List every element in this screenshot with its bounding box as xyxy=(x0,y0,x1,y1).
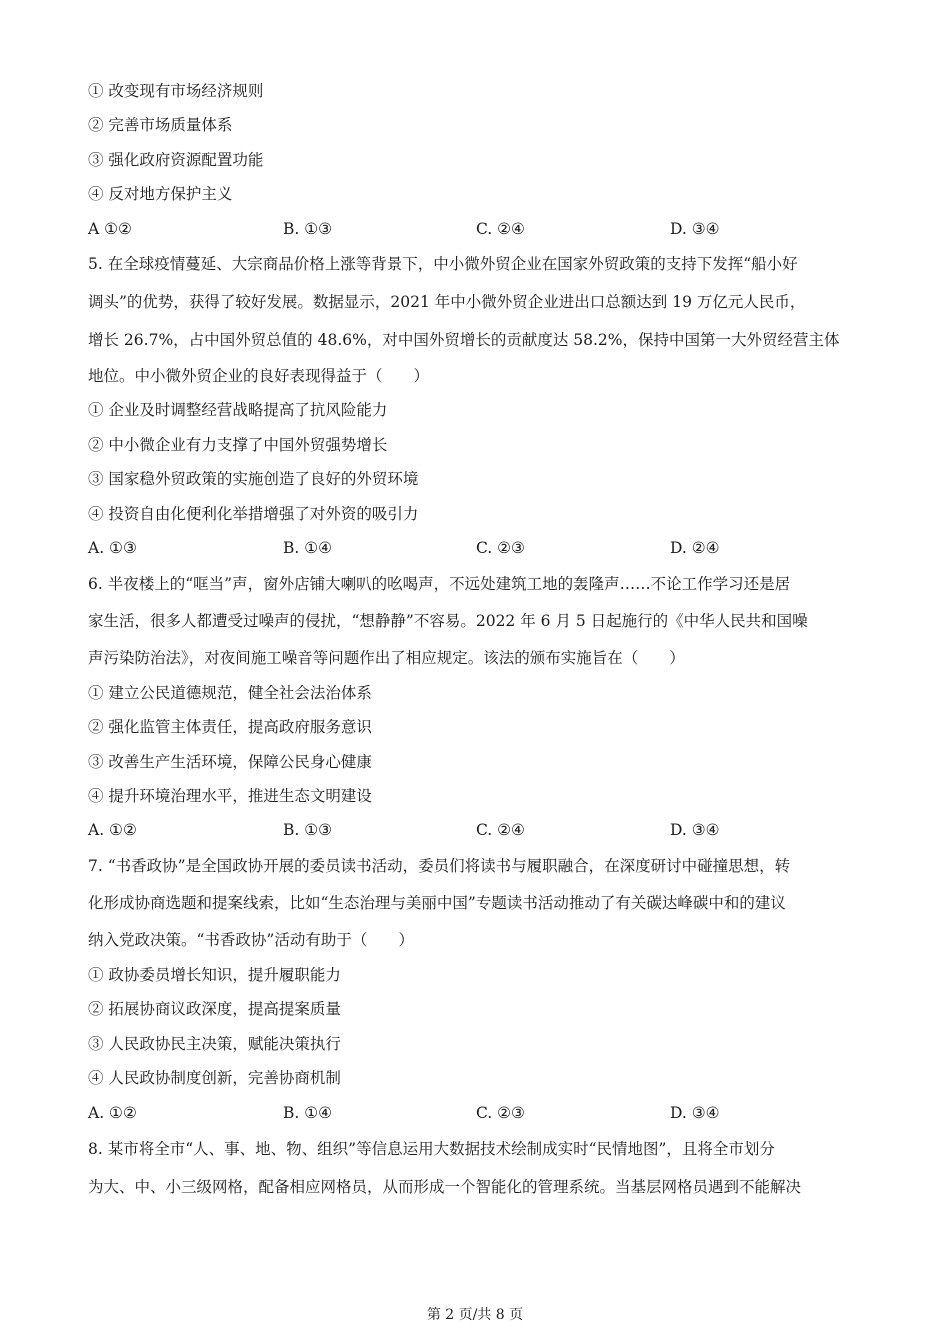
q7-option-b: B. ①④ xyxy=(283,1104,333,1122)
q6-item-2: ② 强化监管主体责任，提高政府服务意识 xyxy=(88,718,372,736)
q6-item-1: ① 建立公民道德规范，健全社会法治体系 xyxy=(88,684,372,702)
q7-stem-line-1: 7. “书香政协”是全国政协开展的委员读书活动，委员们将读书与履职融合，在深度研讨中碰撞思想，转 xyxy=(88,857,791,875)
q7-item-1: ① 政协委员增长知识，提升履职能力 xyxy=(88,966,341,984)
q4-item-2: ② 完善市场质量体系 xyxy=(88,116,233,134)
q4-options xyxy=(88,219,868,239)
q5-stem-line-2: 调头”的优势，获得了较好发展。数据显示，2021 年中小微外贸企业进出口总额达到 19 万亿元人民币， xyxy=(88,293,806,311)
q7-stem-line-2: 化形成协商选题和提案线索，比如“生态治理与美丽中国”专题读书活动推动了有关碳达峰碳中和的建议 xyxy=(88,894,786,912)
q5-option-d: D. ②④ xyxy=(670,539,720,557)
q7-option-d: D. ③④ xyxy=(670,1104,720,1122)
q4-option-b: B. ①③ xyxy=(283,220,333,238)
q5-options xyxy=(88,538,868,558)
q5-item-2: ② 中小微企业有力支撑了中国外贸强势增长 xyxy=(88,436,388,454)
q6-item-4: ④ 提升环境治理水平，推进生态文明建设 xyxy=(88,787,372,805)
q6-option-b: B. ①③ xyxy=(283,821,333,839)
q6-option-a: A. ①② xyxy=(88,821,137,839)
q4-option-a: A ①② xyxy=(88,220,132,238)
q5-item-1: ① 企业及时调整经营战略提高了抗风险能力 xyxy=(88,401,388,419)
q5-option-b: B. ①④ xyxy=(283,539,333,557)
q6-stem-line-1: 6. 半夜楼上的“哐当”声，窗外店铺大喇叭的吆喝声，不远处建筑工地的轰隆声……不论工作学习还是居 xyxy=(88,575,791,593)
q5-item-4: ④ 投资自由化便利化举措增强了对外资的吸引力 xyxy=(88,505,419,523)
q7-options xyxy=(88,1103,868,1123)
q5-option-a: A. ①③ xyxy=(88,539,137,557)
q4-option-c: C. ②④ xyxy=(476,220,525,238)
q8-stem-line-2: 为大、中、小三级网格，配备相应网格员，从而形成一个智能化的管理系统。当基层网格员遇到不能解决 xyxy=(88,1178,802,1196)
q6-stem-line-3: 声污染防治法》，对夜间施工噪音等问题作出了相应规定。该法的颁布实施旨在（ ） xyxy=(88,649,685,667)
q5-option-c: C. ②③ xyxy=(476,539,525,557)
q7-item-2: ② 拓展协商议政深度，提高提案质量 xyxy=(88,1000,341,1018)
q7-item-3: ③ 人民政协民主决策，赋能决策执行 xyxy=(88,1035,341,1053)
q7-stem-line-3: 纳入党政决策。“书香政协”活动有助于（ ） xyxy=(88,931,414,949)
q4-item-3: ③ 强化政府资源配置功能 xyxy=(88,151,264,169)
q8-stem-line-1: 8. 某市将全市“人、事、地、物、组织”等信息运用大数据技术绘制成实时“民情地图”，且将全市划分 xyxy=(88,1140,775,1158)
q6-option-d: D. ③④ xyxy=(670,821,720,839)
q5-stem-line-3: 增长 26.7%，占中国外贸总值的 48.6%，对中国外贸增长的贡献度达 58.2%，保持中国第一大外贸经营主体 xyxy=(88,331,840,349)
q7-option-a: A. ①② xyxy=(88,1104,137,1122)
q5-stem-line-4: 地位。中小微外贸企业的良好表现得益于（ ） xyxy=(88,367,430,385)
q4-item-4: ④ 反对地方保护主义 xyxy=(88,185,233,203)
q7-option-c: C. ②③ xyxy=(476,1104,525,1122)
q5-stem-line-1: 5. 在全球疫情蔓延、大宗商品价格上涨等背景下，中小微外贸企业在国家外贸政策的支持下发挥“船小好 xyxy=(88,255,798,273)
q7-item-4: ④ 人民政协制度创新，完善协商机制 xyxy=(88,1069,341,1087)
q5-item-3: ③ 国家稳外贸政策的实施创造了良好的外贸环境 xyxy=(88,470,419,488)
q6-stem-line-2: 家生活，很多人都遭受过噪声的侵扰，“想静静”不容易。2022 年 6 月 5 日起施行的《中华人民共和国噪 xyxy=(88,612,808,630)
q4-option-d: D. ③④ xyxy=(670,220,720,238)
q6-options xyxy=(88,820,868,840)
q6-item-3: ③ 改善生产生活环境，保障公民身心健康 xyxy=(88,753,372,771)
page-number: 第 2 页/共 8 页 xyxy=(426,1307,524,1323)
q6-option-c: C. ②④ xyxy=(476,821,525,839)
q4-item-1: ① 改变现有市场经济规则 xyxy=(88,82,264,100)
